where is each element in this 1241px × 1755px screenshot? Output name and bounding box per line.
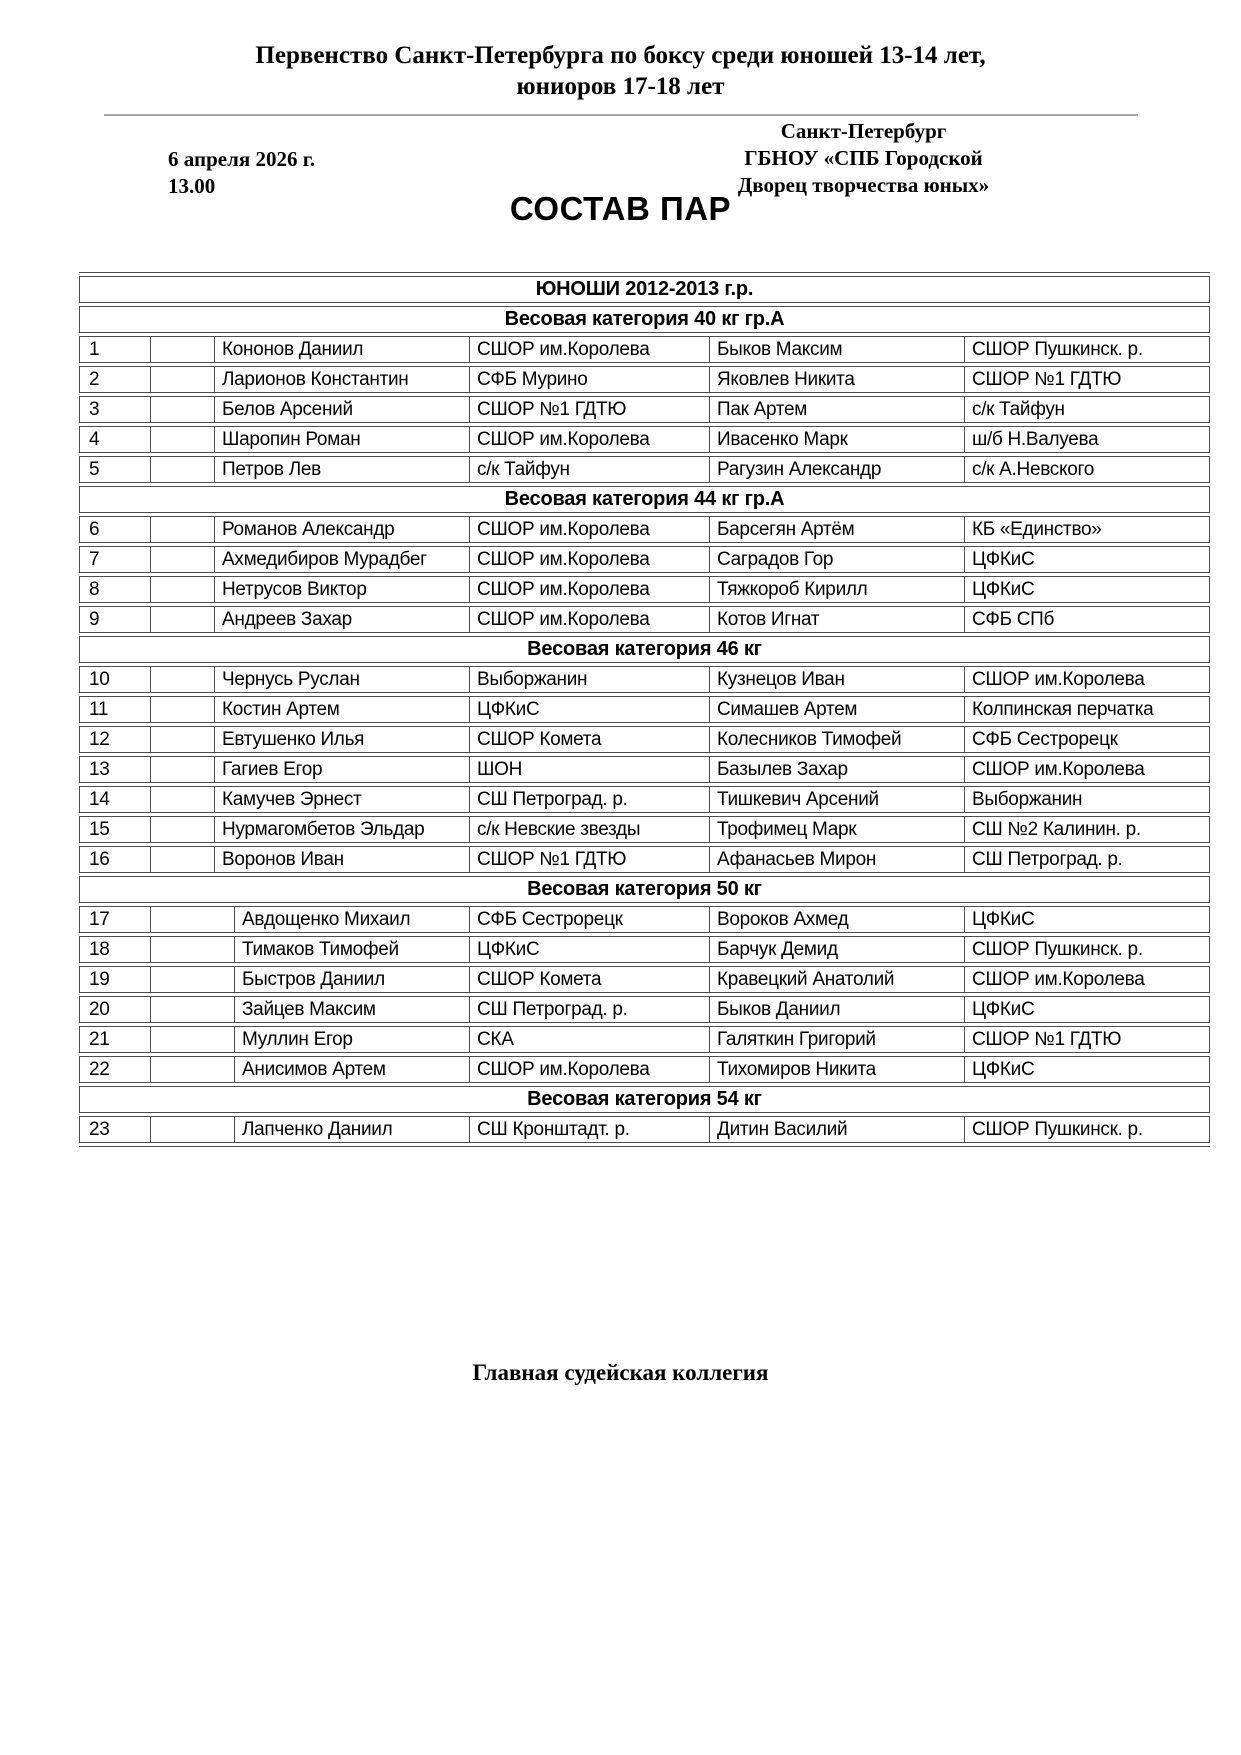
pair-number-cell: 16	[79, 846, 151, 873]
table-row	[79, 936, 1210, 963]
pair-number-cell: 22	[79, 1056, 151, 1083]
red-club-cell: ШОН	[470, 756, 710, 783]
table-row	[79, 966, 1210, 993]
red-club-cell: СФБ Сестрорецк	[470, 906, 710, 933]
blue-name-cell: Яковлев Никита	[710, 366, 965, 393]
empty-cell	[151, 816, 215, 843]
table-row	[79, 1026, 1210, 1053]
red-club-cell: СШОР им.Королева	[470, 336, 710, 363]
red-name-cell: Быстров Даниил	[235, 966, 470, 993]
red-club-cell: СШОР им.Королева	[470, 516, 710, 543]
red-club-cell: СШОР им.Королева	[470, 546, 710, 573]
page-title-line-1: Первенство Санкт-Петербурга по боксу среди юношей 13-14 лет,	[255, 42, 986, 69]
red-name-cell: Тимаков Тимофей	[235, 936, 470, 963]
empty-cell	[151, 906, 235, 933]
weight-category-header: Весовая категория 50 кг	[79, 876, 1210, 903]
pair-number-cell: 8	[79, 576, 151, 603]
red-club-cell: СШОР Комета	[470, 966, 710, 993]
table-row	[79, 666, 1210, 693]
blue-name-cell: Ивасенко Марк	[710, 426, 965, 453]
pair-number-cell: 3	[79, 396, 151, 423]
red-name-cell: Воронов Иван	[215, 846, 470, 873]
red-name-cell: Нурмагомбетов Эльдар	[215, 816, 470, 843]
red-club-cell: с/к Невские звезды	[470, 816, 710, 843]
pair-number-cell: 17	[79, 906, 151, 933]
blue-name-cell: Афанасьев Мирон	[710, 846, 965, 873]
table-group-header: ЮНОШИ 2012-2013 г.р.	[79, 276, 1210, 303]
blue-club-cell: СШОР Пушкинск. р.	[965, 336, 1210, 363]
blue-name-cell: Тишкевич Арсений	[710, 786, 965, 813]
blue-club-cell: СШОР им.Королева	[965, 666, 1210, 693]
empty-cell	[151, 786, 215, 813]
empty-cell	[151, 336, 215, 363]
red-name-cell: Белов Арсений	[215, 396, 470, 423]
empty-cell	[151, 516, 215, 543]
empty-cell	[151, 396, 215, 423]
blue-name-cell: Галяткин Григорий	[710, 1026, 965, 1053]
blue-name-cell: Быков Даниил	[710, 996, 965, 1023]
empty-cell	[151, 366, 215, 393]
red-name-cell: Костин Артем	[215, 696, 470, 723]
red-name-cell: Кононов Даниил	[215, 336, 470, 363]
blue-club-cell: ЦФКиС	[965, 576, 1210, 603]
red-name-cell: Муллин Егор	[235, 1026, 470, 1053]
empty-cell	[151, 606, 215, 633]
red-club-cell: СШОР им.Королева	[470, 606, 710, 633]
empty-cell	[151, 666, 215, 693]
red-club-cell: СШОР им.Королева	[470, 576, 710, 603]
blue-club-cell: СШОР им.Королева	[965, 756, 1210, 783]
pair-number-cell: 9	[79, 606, 151, 633]
venue-line-2: Дворец творчества юных»	[737, 173, 990, 197]
blue-name-cell: Тяжкороб Кирилл	[710, 576, 965, 603]
table-row	[79, 1056, 1210, 1083]
table-row	[79, 1116, 1210, 1143]
empty-cell	[151, 1026, 235, 1053]
pair-number-cell: 2	[79, 366, 151, 393]
table-row	[79, 996, 1210, 1023]
red-club-cell: ЦФКиС	[470, 936, 710, 963]
table-row	[79, 756, 1210, 783]
empty-cell	[151, 726, 215, 753]
blue-club-cell: с/к А.Невского	[965, 456, 1210, 483]
weight-category-header: Весовая категория 54 кг	[79, 1086, 1210, 1113]
red-name-cell: Лапченко Даниил	[235, 1116, 470, 1143]
blue-club-cell: КБ «Единство»	[965, 516, 1210, 543]
weight-category-header: Весовая категория 46 кг	[79, 636, 1210, 663]
empty-cell	[151, 756, 215, 783]
red-name-cell: Шаропин Роман	[215, 426, 470, 453]
blue-club-cell: СШОР №1 ГДТЮ	[965, 366, 1210, 393]
blue-name-cell: Вороков Ахмед	[710, 906, 965, 933]
red-name-cell: Ахмедибиров Мурадбег	[215, 546, 470, 573]
blue-name-cell: Барчук Демид	[710, 936, 965, 963]
venue-block	[615, 118, 1112, 199]
blue-name-cell: Пак Артем	[710, 396, 965, 423]
blue-club-cell: СШОР Пушкинск. р.	[965, 1116, 1210, 1143]
blue-club-cell: СШОР Пушкинск. р.	[965, 936, 1210, 963]
pairs-heading: СОСТАВ ПАР	[509, 190, 732, 227]
red-name-cell: Гагиев Егор	[215, 756, 470, 783]
empty-cell	[151, 426, 215, 453]
blue-name-cell: Барсегян Артём	[710, 516, 965, 543]
blue-name-cell: Симашев Артем	[710, 696, 965, 723]
table-row	[79, 396, 1210, 423]
empty-cell	[151, 1116, 235, 1143]
red-name-cell: Чернусь Руслан	[215, 666, 470, 693]
judges-panel-label: Главная судейская коллегия	[472, 1360, 769, 1385]
blue-name-cell: Кравецкий Анатолий	[710, 966, 965, 993]
red-name-cell: Андреев Захар	[215, 606, 470, 633]
red-club-cell: СШОР им.Королева	[470, 426, 710, 453]
blue-name-cell: Базылев Захар	[710, 756, 965, 783]
red-name-cell: Романов Александр	[215, 516, 470, 543]
red-club-cell: СКА	[470, 1026, 710, 1053]
weight-category-header: Весовая категория 40 кг гр.А	[79, 306, 1210, 333]
empty-cell	[151, 696, 215, 723]
red-club-cell: СШ Петроград. р.	[470, 996, 710, 1023]
table-row	[79, 456, 1210, 483]
blue-club-cell: ш/б Н.Валуева	[965, 426, 1210, 453]
blue-club-cell: ЦФКиС	[965, 906, 1210, 933]
pair-number-cell: 20	[79, 996, 151, 1023]
red-club-cell: СШОР №1 ГДТЮ	[470, 396, 710, 423]
empty-cell	[151, 936, 235, 963]
pair-number-cell: 12	[79, 726, 151, 753]
blue-club-cell: Колпинская перчатка	[965, 696, 1210, 723]
red-club-cell: СШ Петроград. р.	[470, 786, 710, 813]
pair-number-cell: 6	[79, 516, 151, 543]
pair-number-cell: 5	[79, 456, 151, 483]
pair-number-cell: 7	[79, 546, 151, 573]
empty-cell	[151, 966, 235, 993]
blue-club-cell: СФБ СПб	[965, 606, 1210, 633]
red-club-cell: Выборжанин	[470, 666, 710, 693]
blue-name-cell: Тихомиров Никита	[710, 1056, 965, 1083]
pair-number-cell: 13	[79, 756, 151, 783]
red-club-cell: с/к Тайфун	[470, 456, 710, 483]
blue-club-cell: СФБ Сестрорецк	[965, 726, 1210, 753]
blue-club-cell: Выборжанин	[965, 786, 1210, 813]
red-name-cell: Зайцев Максим	[235, 996, 470, 1023]
red-club-cell: СШОР Комета	[470, 726, 710, 753]
blue-club-cell: СШОР им.Королева	[965, 966, 1210, 993]
page-title-line-2: юниоров 17-18 лет	[516, 73, 725, 100]
table-row	[79, 576, 1210, 603]
blue-club-cell: СШ Петроград. р.	[965, 846, 1210, 873]
title-divider-line	[104, 114, 1138, 116]
pair-number-cell: 1	[79, 336, 151, 363]
blue-club-cell: ЦФКиС	[965, 546, 1210, 573]
blue-name-cell: Быков Максим	[710, 336, 965, 363]
red-name-cell: Анисимов Артем	[235, 1056, 470, 1083]
pairs-table	[79, 272, 1210, 1147]
pair-number-cell: 18	[79, 936, 151, 963]
blue-club-cell: ЦФКиС	[965, 1056, 1210, 1083]
pair-number-cell: 19	[79, 966, 151, 993]
red-club-cell: СШОР №1 ГДТЮ	[470, 846, 710, 873]
table-row	[79, 786, 1210, 813]
pair-number-cell: 11	[79, 696, 151, 723]
venue-line-1: ГБНОУ «СПБ Городской	[744, 146, 983, 170]
red-club-cell: ЦФКиС	[470, 696, 710, 723]
table-row	[79, 366, 1210, 393]
red-name-cell: Камучев Эрнест	[215, 786, 470, 813]
empty-cell	[151, 1056, 235, 1083]
event-time: 13.00	[168, 174, 216, 198]
blue-club-cell: СШ №2 Калинин. р.	[965, 816, 1210, 843]
table-row	[79, 336, 1210, 363]
blue-club-cell: ЦФКиС	[965, 996, 1210, 1023]
event-date: 6 апреля 2026 г.	[168, 147, 316, 171]
table-row	[79, 696, 1210, 723]
red-name-cell: Евтушенко Илья	[215, 726, 470, 753]
red-name-cell: Авдощенко Михаил	[235, 906, 470, 933]
weight-category-header: Весовая категория 44 кг гр.А	[79, 486, 1210, 513]
blue-name-cell: Саградов Гор	[710, 546, 965, 573]
empty-cell	[151, 546, 215, 573]
blue-name-cell: Рагузин Александр	[710, 456, 965, 483]
blue-name-cell: Дитин Василий	[710, 1116, 965, 1143]
table-row	[79, 846, 1210, 873]
pair-number-cell: 23	[79, 1116, 151, 1143]
empty-cell	[151, 996, 235, 1023]
red-club-cell: СФБ Мурино	[470, 366, 710, 393]
empty-cell	[151, 846, 215, 873]
blue-name-cell: Котов Игнат	[710, 606, 965, 633]
table-row	[79, 426, 1210, 453]
red-club-cell: СШ Кронштадт. р.	[470, 1116, 710, 1143]
blue-club-cell: с/к Тайфун	[965, 396, 1210, 423]
empty-cell	[151, 456, 215, 483]
table-row	[79, 606, 1210, 633]
blue-name-cell: Колесников Тимофей	[710, 726, 965, 753]
blue-name-cell: Трофимец Марк	[710, 816, 965, 843]
red-club-cell: СШОР им.Королева	[470, 1056, 710, 1083]
red-name-cell: Нетрусов Виктор	[215, 576, 470, 603]
empty-cell	[151, 576, 215, 603]
blue-club-cell: СШОР №1 ГДТЮ	[965, 1026, 1210, 1053]
pair-number-cell: 21	[79, 1026, 151, 1053]
table-row	[79, 546, 1210, 573]
page-title	[0, 40, 1241, 102]
red-name-cell: Петров Лев	[215, 456, 470, 483]
table-row	[79, 516, 1210, 543]
table-row	[79, 816, 1210, 843]
pair-number-cell: 14	[79, 786, 151, 813]
pair-number-cell: 10	[79, 666, 151, 693]
red-name-cell: Ларионов Константин	[215, 366, 470, 393]
venue-city: Санкт-Петербург	[780, 119, 947, 143]
table-row	[79, 906, 1210, 933]
table-row	[79, 726, 1210, 753]
blue-name-cell: Кузнецов Иван	[710, 666, 965, 693]
pair-number-cell: 4	[79, 426, 151, 453]
pair-number-cell: 15	[79, 816, 151, 843]
